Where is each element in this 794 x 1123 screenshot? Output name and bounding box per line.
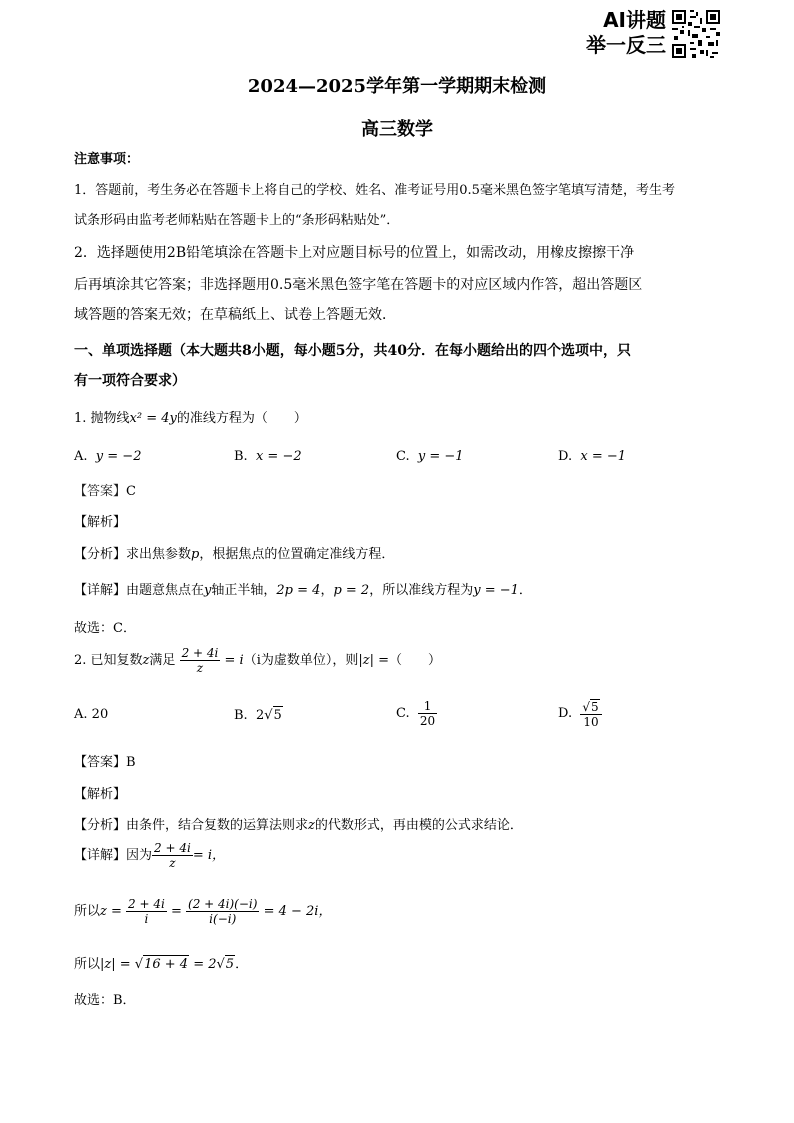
q1-fenxi xyxy=(74,546,394,564)
detail-tag: 【详解】 xyxy=(74,583,127,598)
q2-modulus: 所以|z| = √16 + 4 = 2√5． xyxy=(74,957,249,972)
step-fraction-2 xyxy=(186,897,259,926)
section-heading-line-2: 有一项符合要求） xyxy=(74,373,186,389)
option-value: x = −2 xyxy=(255,449,302,464)
fenxi-var: z xyxy=(308,818,315,833)
fenxi-tag: 【分析】 xyxy=(74,547,127,562)
badge-line2: 举一反三 xyxy=(586,33,666,57)
note-1-line-1: 1．答题前，考生务必在答题卡上将自己的学校、姓名、准考证号用0.5毫米黑色签字笔填写清楚，考生考 xyxy=(74,183,675,198)
answer-tag: 【答案】 xyxy=(74,484,127,499)
notes-heading: 注意事项： xyxy=(74,152,140,167)
fraction-numerator: 2 + 4i xyxy=(181,646,219,660)
detail-eq: 2p = 4 xyxy=(276,583,321,598)
q2-detail xyxy=(74,836,225,876)
qr-code-icon[interactable] xyxy=(670,8,722,60)
modulus-end: ． xyxy=(235,957,249,972)
q2-fraction xyxy=(180,646,221,675)
option-label: D. xyxy=(558,706,573,721)
detail-tag: 【详解】 xyxy=(74,848,127,863)
option-label: B. xyxy=(234,708,248,723)
answer-tag: 【答案】 xyxy=(74,755,127,770)
exam-title: 2024—2025学年第一学期期末检测 xyxy=(247,76,547,97)
fraction-denominator: z xyxy=(196,661,204,675)
detail-end: ． xyxy=(518,583,532,598)
fraction-denominator: z xyxy=(169,856,176,870)
fraction-numerator: √5 xyxy=(580,699,601,715)
q1-suffix: 的准线方程为（ ） xyxy=(176,411,307,426)
q2-rhs: = i xyxy=(224,653,244,668)
q2-option-a[interactable] xyxy=(74,706,108,724)
q2-analysis-tag: 【解析】 xyxy=(74,787,127,802)
detail-text: 轴正半轴， xyxy=(211,583,277,598)
answer-value: C xyxy=(126,484,136,499)
modulus-eq: = 2 xyxy=(193,957,217,972)
note-2-line-1: 2．选择题使用2B铅笔填涂在答题卡上对应题目标号的位置上，如需改动，用橡皮擦擦干净 xyxy=(74,245,635,261)
modulus-lhs: |z| = xyxy=(100,957,131,972)
question-1 xyxy=(74,410,307,428)
modulus-radicand-2: 5 xyxy=(225,957,235,972)
q2-option-c[interactable] xyxy=(396,694,437,734)
option-label: C. xyxy=(396,706,410,721)
q1-choose: 故选：C． xyxy=(74,621,136,636)
q1-option-d[interactable] xyxy=(558,448,626,466)
option-coef: 2 xyxy=(255,708,265,723)
fraction-numerator: 2 + 4i xyxy=(154,841,191,855)
detail-text: 由题意焦点在 xyxy=(126,583,205,598)
detail-var: y xyxy=(204,583,212,598)
option-radicand: 5 xyxy=(273,708,282,723)
option-value: x = −1 xyxy=(580,449,627,464)
answer-value: B xyxy=(126,755,136,770)
option-label: A. xyxy=(74,449,88,464)
q2-step xyxy=(74,892,331,932)
detail-text: ，所以准线方程为 xyxy=(369,583,474,598)
exam-subtitle: 高三数学 xyxy=(361,119,433,140)
q1-prefix: 1. 抛物线 xyxy=(74,411,130,426)
q2-blank: （ ） xyxy=(389,653,442,668)
fraction-numerator: 1 xyxy=(418,699,437,714)
fenxi-text: 求出焦参数 xyxy=(126,547,192,562)
q2-fenxi xyxy=(74,817,523,835)
note-1-line-2: 试条形码由监考老师粘贴在答题卡上的“条形码粘贴处”． xyxy=(74,213,400,228)
step-result: = 4 − 2i， xyxy=(263,904,332,919)
fenxi-text: ，根据焦点的位置确定准线方程． xyxy=(199,547,395,562)
step-lhs: z = xyxy=(100,904,122,919)
q1-detail xyxy=(74,582,532,600)
detail-sep: ， xyxy=(320,583,334,598)
fraction-denominator: i(−i) xyxy=(209,912,237,926)
note-2-line-2: 后再填涂其它答案；非选择题用0.5毫米黑色签字笔在答题卡的对应区域内作答，超出答题区 xyxy=(74,277,643,293)
q1-equation: x² = 4y xyxy=(129,411,177,426)
badge-line1: AI讲题 xyxy=(603,8,666,32)
q2-mid: 满足 xyxy=(149,653,176,668)
option-label: D. xyxy=(558,449,573,464)
option-value: 20 xyxy=(91,707,109,722)
q1-option-b[interactable] xyxy=(234,448,302,466)
fenxi-text: 的代数形式，再由模的公式求结论． xyxy=(314,818,523,833)
option-label: A. xyxy=(74,707,88,722)
radicand: 5 xyxy=(591,699,599,714)
question-2 xyxy=(74,644,441,678)
q1-option-c[interactable] xyxy=(396,448,464,466)
fraction-numerator: 2 + 4i xyxy=(128,897,165,911)
step-fraction-1 xyxy=(126,897,167,926)
q2-choose: 故选：B． xyxy=(74,993,136,1008)
detail-fraction xyxy=(152,841,193,870)
q2-option-d[interactable] xyxy=(558,694,602,734)
option-label: B. xyxy=(234,449,248,464)
fraction-denominator: i xyxy=(144,912,149,926)
step-prefix: 所以 xyxy=(74,904,101,919)
modulus-prefix: 所以 xyxy=(74,957,101,972)
detail-rhs: = i， xyxy=(192,848,226,863)
q2-abs: |z| = xyxy=(358,653,389,668)
q1-answer xyxy=(74,483,136,501)
option-label: C. xyxy=(396,449,410,464)
q2-option-b[interactable]: B. 2√5 xyxy=(234,708,282,723)
fraction-numerator: (2 + 4i)(−i) xyxy=(188,897,258,911)
fenxi-var: p xyxy=(191,547,200,562)
option-value: y = −2 xyxy=(95,449,142,464)
ai-badge xyxy=(578,8,666,58)
option-value: y = −1 xyxy=(417,449,464,464)
section-heading-line-1: 一、单项选择题（本大题共8小题，每小题5分，共40分．在每小题给出的四个选项中，只 xyxy=(74,343,631,359)
option-fraction xyxy=(580,699,601,729)
option-fraction xyxy=(418,699,437,728)
q2-var: z xyxy=(142,653,150,668)
q1-option-a[interactable] xyxy=(74,448,141,466)
fraction-denominator: 20 xyxy=(419,714,436,728)
fenxi-text: 由条件，结合复数的运算法则求 xyxy=(126,818,309,833)
note-2-line-3: 域答题的答案无效；在草稿纸上、试卷上答题无效． xyxy=(74,307,396,323)
step-eq: = xyxy=(170,904,182,919)
detail-eq: p = 2 xyxy=(333,583,370,598)
fenxi-tag: 【分析】 xyxy=(74,818,127,833)
q2-prefix: 2. 已知复数 xyxy=(74,653,143,668)
fraction-denominator: 10 xyxy=(583,714,599,729)
q2-answer xyxy=(74,754,136,772)
q1-analysis-tag: 【解析】 xyxy=(74,515,127,530)
detail-eq: y = −1 xyxy=(473,583,519,598)
q2-paren: （i为虚数单位），则 xyxy=(243,653,359,668)
modulus-radicand: 16 + 4 xyxy=(144,957,189,972)
detail-text: 因为 xyxy=(126,848,153,863)
